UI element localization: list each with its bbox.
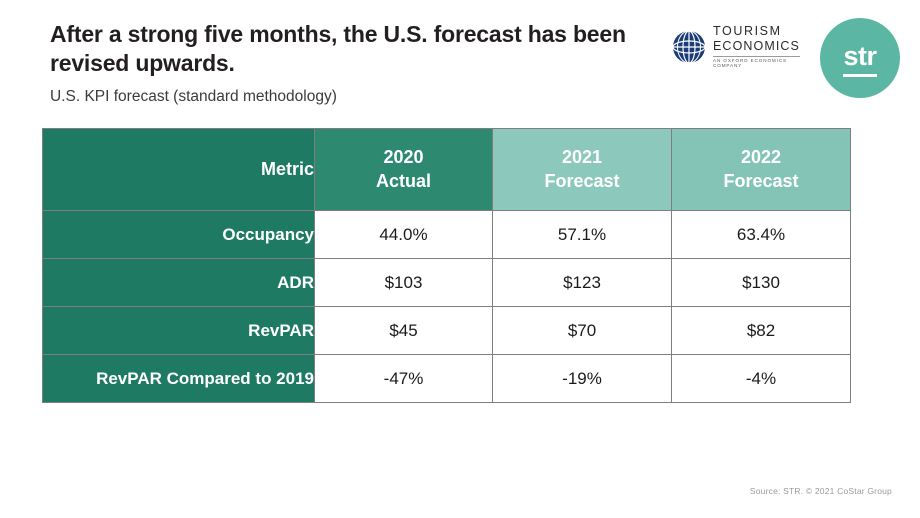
cell-occupancy-2022: 63.4% xyxy=(672,211,851,259)
row-label-adr: ADR xyxy=(43,259,315,307)
cell-revpar-2020: $45 xyxy=(315,307,493,355)
te-line2: ECONOMICS xyxy=(713,38,800,53)
cell-revpar-2022: $82 xyxy=(672,307,851,355)
column-header-metric: Metric xyxy=(43,129,315,211)
globe-icon xyxy=(672,30,706,64)
cell-revpar-vs-2019-2022: -4% xyxy=(672,355,851,403)
row-label-occupancy: Occupancy xyxy=(43,211,315,259)
table-row xyxy=(43,307,851,355)
tourism-economics-wordmark xyxy=(713,25,800,68)
cell-adr-2021: $123 xyxy=(493,259,672,307)
tourism-economics-logo xyxy=(672,22,800,72)
te-divider xyxy=(713,56,800,57)
str-logo xyxy=(820,18,900,98)
cell-occupancy-2021: 57.1% xyxy=(493,211,672,259)
source-note: Source: STR. © 2021 CoStar Group xyxy=(749,486,892,496)
te-line3: AN OXFORD ECONOMICS COMPANY xyxy=(713,58,788,68)
table-header-row xyxy=(43,129,851,211)
str-underline xyxy=(843,74,877,77)
column-header-2021-sub: Forecast xyxy=(544,170,620,191)
column-header-2022 xyxy=(672,129,851,211)
cell-revpar-2021: $70 xyxy=(493,307,672,355)
cell-adr-2022: $130 xyxy=(672,259,851,307)
column-header-2020-sub: Actual xyxy=(375,170,431,191)
str-wordmark: str xyxy=(843,41,877,71)
column-header-2022-sub: Forecast xyxy=(723,170,799,191)
header xyxy=(50,20,670,79)
cell-revpar-vs-2019-2020: -47% xyxy=(315,355,493,403)
column-header-2021 xyxy=(493,129,672,211)
cell-adr-2020: $103 xyxy=(315,259,493,307)
page-title: After a strong five months, the U.S. forecast has been revised upwards. xyxy=(50,21,626,77)
cell-occupancy-2020: 44.0% xyxy=(315,211,493,259)
table-row xyxy=(43,355,851,403)
row-label-revpar: RevPAR xyxy=(43,307,315,355)
page-subtitle: U.S. KPI forecast (standard methodology) xyxy=(50,88,337,105)
table-row xyxy=(43,211,851,259)
column-header-2020 xyxy=(315,129,493,211)
table-row xyxy=(43,259,851,307)
cell-revpar-vs-2019-2021: -19% xyxy=(493,355,672,403)
kpi-forecast-table xyxy=(42,128,851,403)
te-line1: TOURISM xyxy=(713,24,782,39)
column-header-2020-year: 2020 xyxy=(383,147,424,168)
column-header-2021-year: 2021 xyxy=(561,147,603,168)
row-label-revpar-vs-2019: RevPAR Compared to 2019 xyxy=(43,355,315,403)
kpi-table-container xyxy=(42,128,850,403)
column-header-2022-year: 2022 xyxy=(740,147,782,168)
